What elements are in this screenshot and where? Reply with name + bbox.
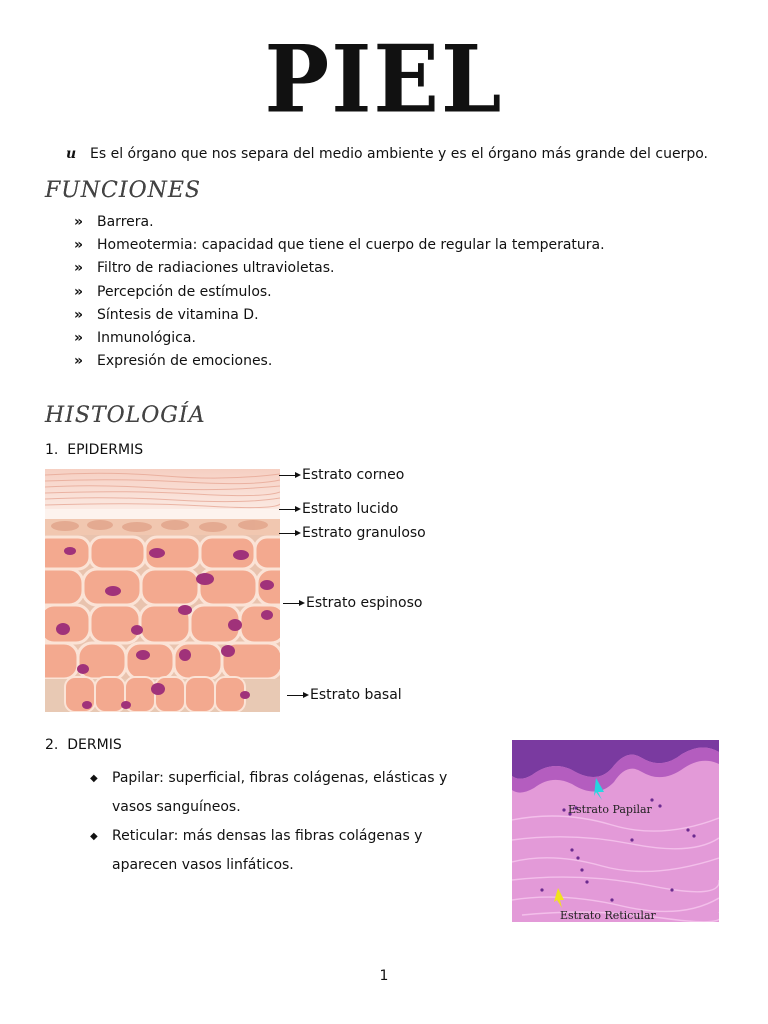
- list-item: ◆ Papilar: superficial, fibras colágenas, elásticas y vasos sanguíneos.: [90, 764, 470, 822]
- chevron-bullet-icon: »: [74, 260, 84, 277]
- label-estrato-corneo: Estrato corneo: [279, 467, 404, 483]
- chevron-bullet-icon: »: [74, 353, 84, 370]
- dermis-heading: 2. DERMIS: [45, 737, 122, 753]
- intro-paragraph: [66, 146, 708, 162]
- label-estrato-basal: Estrato basal: [287, 687, 402, 703]
- label-estrato-espinoso: Estrato espinoso: [283, 595, 422, 611]
- intro-text: Es el órgano que nos separa del medio ambiente y es el órgano más grande del cuerpo.: [90, 146, 708, 162]
- arrow-right-icon: [283, 603, 303, 604]
- label-estrato-granuloso: Estrato granuloso: [279, 525, 426, 541]
- epidermis-illustration: [45, 469, 280, 712]
- chevron-bullet-icon: »: [74, 237, 84, 254]
- image-label-estrato-papilar: Estrato Papilar: [568, 803, 652, 816]
- list-item: » Síntesis de vitamina D.: [74, 304, 605, 327]
- section-heading-funciones: FUNCIONES: [45, 178, 201, 203]
- section-heading-histologia: HISTOLOGÍA: [45, 403, 206, 428]
- dermis-histology-image: [512, 740, 719, 922]
- label-estrato-lucido: Estrato lucido: [279, 501, 398, 517]
- chevron-bullet-icon: »: [74, 329, 84, 346]
- list-item: » Barrera.: [74, 211, 605, 234]
- page-number: 1: [379, 968, 389, 984]
- diamond-bullet-icon: ◆: [90, 831, 98, 842]
- list-item: » Inmunológica.: [74, 327, 605, 350]
- image-label-estrato-reticular: Estrato Reticular: [560, 909, 656, 922]
- dermis-list: [90, 764, 470, 880]
- decorative-bullet-icon: u: [66, 146, 77, 162]
- arrow-right-icon: [279, 475, 299, 476]
- list-item: ◆ Reticular: más densas las fibras colágenas y aparecen vasos linfáticos.: [90, 822, 470, 880]
- page-title: PIEL: [264, 24, 504, 135]
- epidermis-heading: 1. EPIDERMIS: [45, 442, 144, 458]
- diamond-bullet-icon: ◆: [90, 773, 98, 784]
- chevron-bullet-icon: »: [74, 306, 84, 323]
- list-item: » Homeotermia: capacidad que tiene el cuerpo de regular la temperatura.: [74, 234, 605, 257]
- chevron-bullet-icon: »: [74, 283, 84, 300]
- dermis-histology-drawing: [512, 740, 719, 922]
- funciones-list: [74, 211, 605, 373]
- chevron-bullet-icon: »: [74, 214, 84, 230]
- list-item: » Filtro de radiaciones ultravioletas.: [74, 257, 605, 280]
- arrow-right-icon: [287, 695, 307, 696]
- list-item: » Expresión de emociones.: [74, 350, 605, 373]
- arrow-right-icon: [279, 533, 299, 534]
- list-item: » Percepción de estímulos.: [74, 281, 605, 304]
- arrow-right-icon: [279, 509, 299, 510]
